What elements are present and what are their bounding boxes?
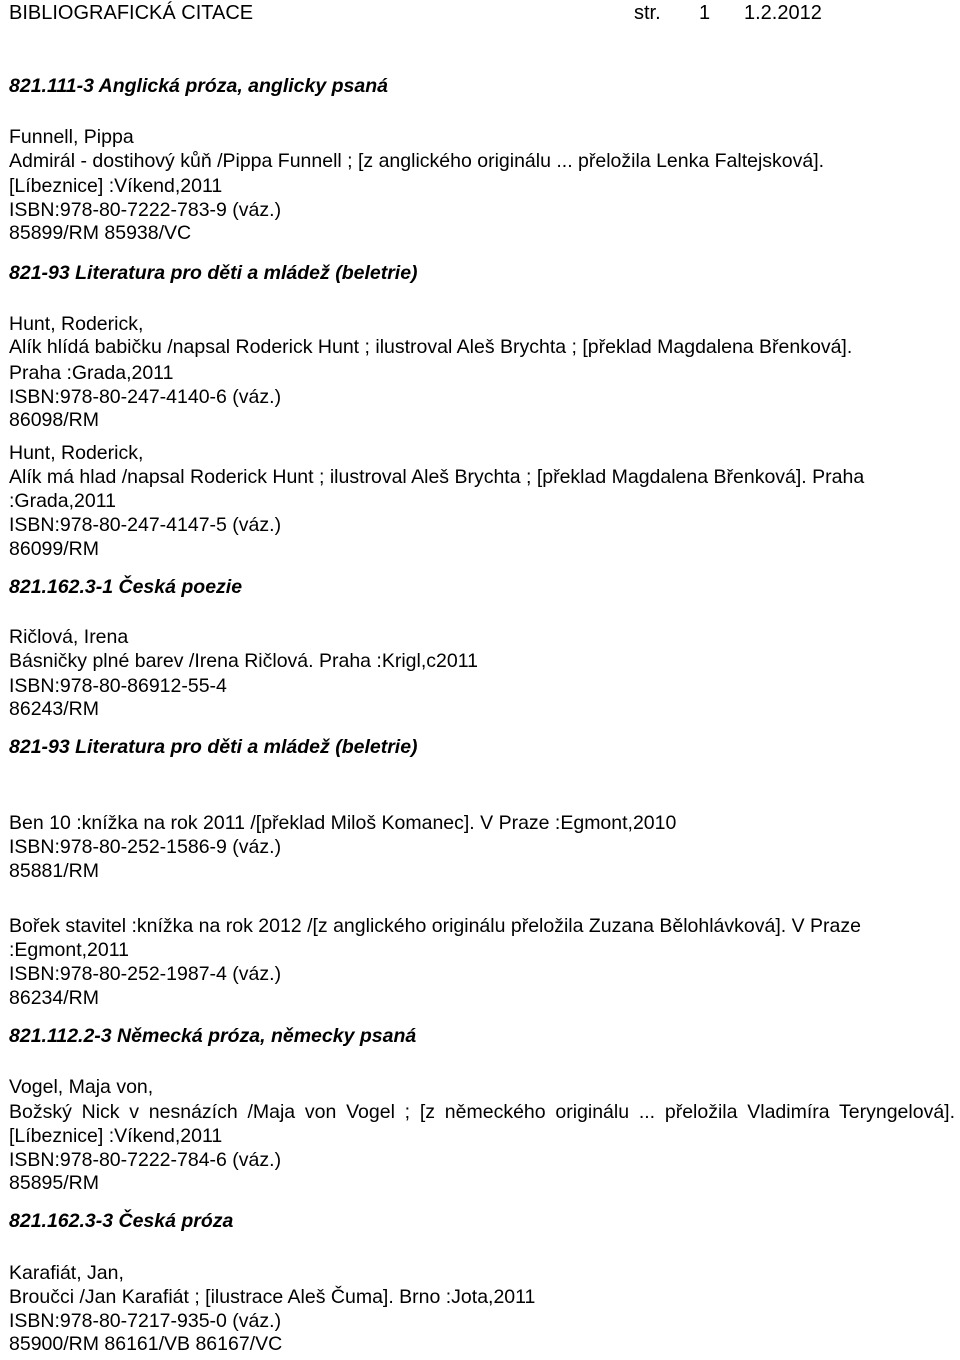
entry-author: Ričlová, Irena <box>9 626 129 648</box>
document-page <box>9 0 955 1355</box>
entry-publisher: Praha :Grada,2011 <box>9 362 174 384</box>
entry-title: Ben 10 :knížka na rok 2011 /[překlad Miloš Komanec]. V Praze :Egmont,2010 <box>9 812 677 834</box>
section-heading: 821.162.3-3 Česká próza <box>9 1210 234 1232</box>
entry-title: Alík hlídá babičku /napsal Roderick Hunt ; ilustroval Aleš Brychta ; [překlad Magdalena Břenková]. <box>9 336 853 358</box>
entry-publisher: [Líbeznice] :Víkend,2011 <box>9 175 223 197</box>
entry-shelfmark: 86099/RM <box>9 538 99 560</box>
entry-isbn: ISBN:978-80-247-4140-6 (váz.) <box>9 386 282 408</box>
entry-isbn: ISBN:978-80-247-4147-5 (váz.) <box>9 514 282 536</box>
entry-author: Hunt, Roderick, <box>9 313 144 335</box>
entry-shelfmark: 86234/RM <box>9 987 99 1009</box>
entry-author: Hunt, Roderick, <box>9 442 144 464</box>
header-page-label: str. <box>634 2 661 24</box>
section-heading: 821-93 Literatura pro děti a mládež (beletrie) <box>9 262 418 284</box>
entry-author: Karafiát, Jan, <box>9 1262 124 1284</box>
entry-author: Vogel, Maja von, <box>9 1076 154 1098</box>
section-heading: 821.162.3-1 Česká poezie <box>9 576 243 598</box>
entry-shelfmark: 86098/RM <box>9 409 99 431</box>
page-header <box>9 2 955 28</box>
entry-isbn: ISBN:978-80-7222-783-9 (váz.) <box>9 199 282 221</box>
entry-shelfmark: 86243/RM <box>9 698 99 720</box>
entry-title: Bořek stavitel :knížka na rok 2012 /[z anglického originálu přeložila Zuzana Bělohlávková]. V Praze :Egmont,2011 <box>9 915 861 961</box>
entry-shelfmark: 85881/RM <box>9 860 99 882</box>
entry-title: Alík má hlad /napsal Roderick Hunt ; ilustroval Aleš Brychta ; [překlad Magdalena Břenková]. Praha :Grada,2011 <box>9 466 865 512</box>
header-title: BIBLIOGRAFICKÁ CITACE <box>9 2 254 24</box>
entry-title: Admirál - dostihový kůň /Pippa Funnell ; [z anglického originálu ... přeložila Lenka Faltejsková]. <box>9 150 825 172</box>
entry-isbn: ISBN:978-80-86912-55-4 <box>9 675 227 697</box>
header-page-number: 1 <box>699 2 711 24</box>
entry-isbn: ISBN:978-80-252-1987-4 (váz.) <box>9 963 282 985</box>
entry-isbn: ISBN:978-80-7222-784-6 (váz.) <box>9 1149 282 1171</box>
header-date: 1.2.2012 <box>744 2 822 24</box>
section-heading: 821-93 Literatura pro děti a mládež (beletrie) <box>9 736 418 758</box>
entry-shelfmark: 85900/RM 86161/VB 86167/VC <box>9 1333 283 1355</box>
entry-title: Básničky plné barev /Irena Ričlová. Praha :Krigl,c2011 <box>9 650 478 672</box>
entry-title: Broučci /Jan Karafiát ; [ilustrace Aleš Čuma]. Brno :Jota,2011 <box>9 1286 536 1308</box>
entry-title: Božský Nick v nesnázích /Maja von Vogel ; [z německého originálu ... přeložila Vladimíra Teryngelová]. [Líbeznice] :Víkend,2011 <box>9 1101 955 1147</box>
section-heading: 821.112.2-3 Německá próza, německy psaná <box>9 1025 417 1047</box>
entry-isbn: ISBN:978-80-252-1586-9 (váz.) <box>9 836 282 858</box>
section-heading: 821.111-3 Anglická próza, anglicky psaná <box>9 75 388 97</box>
entry-shelfmark: 85899/RM 85938/VC <box>9 222 192 244</box>
entry-isbn: ISBN:978-80-7217-935-0 (váz.) <box>9 1310 282 1332</box>
entry-shelfmark: 85895/RM <box>9 1172 99 1194</box>
entry-author: Funnell, Pippa <box>9 126 134 148</box>
